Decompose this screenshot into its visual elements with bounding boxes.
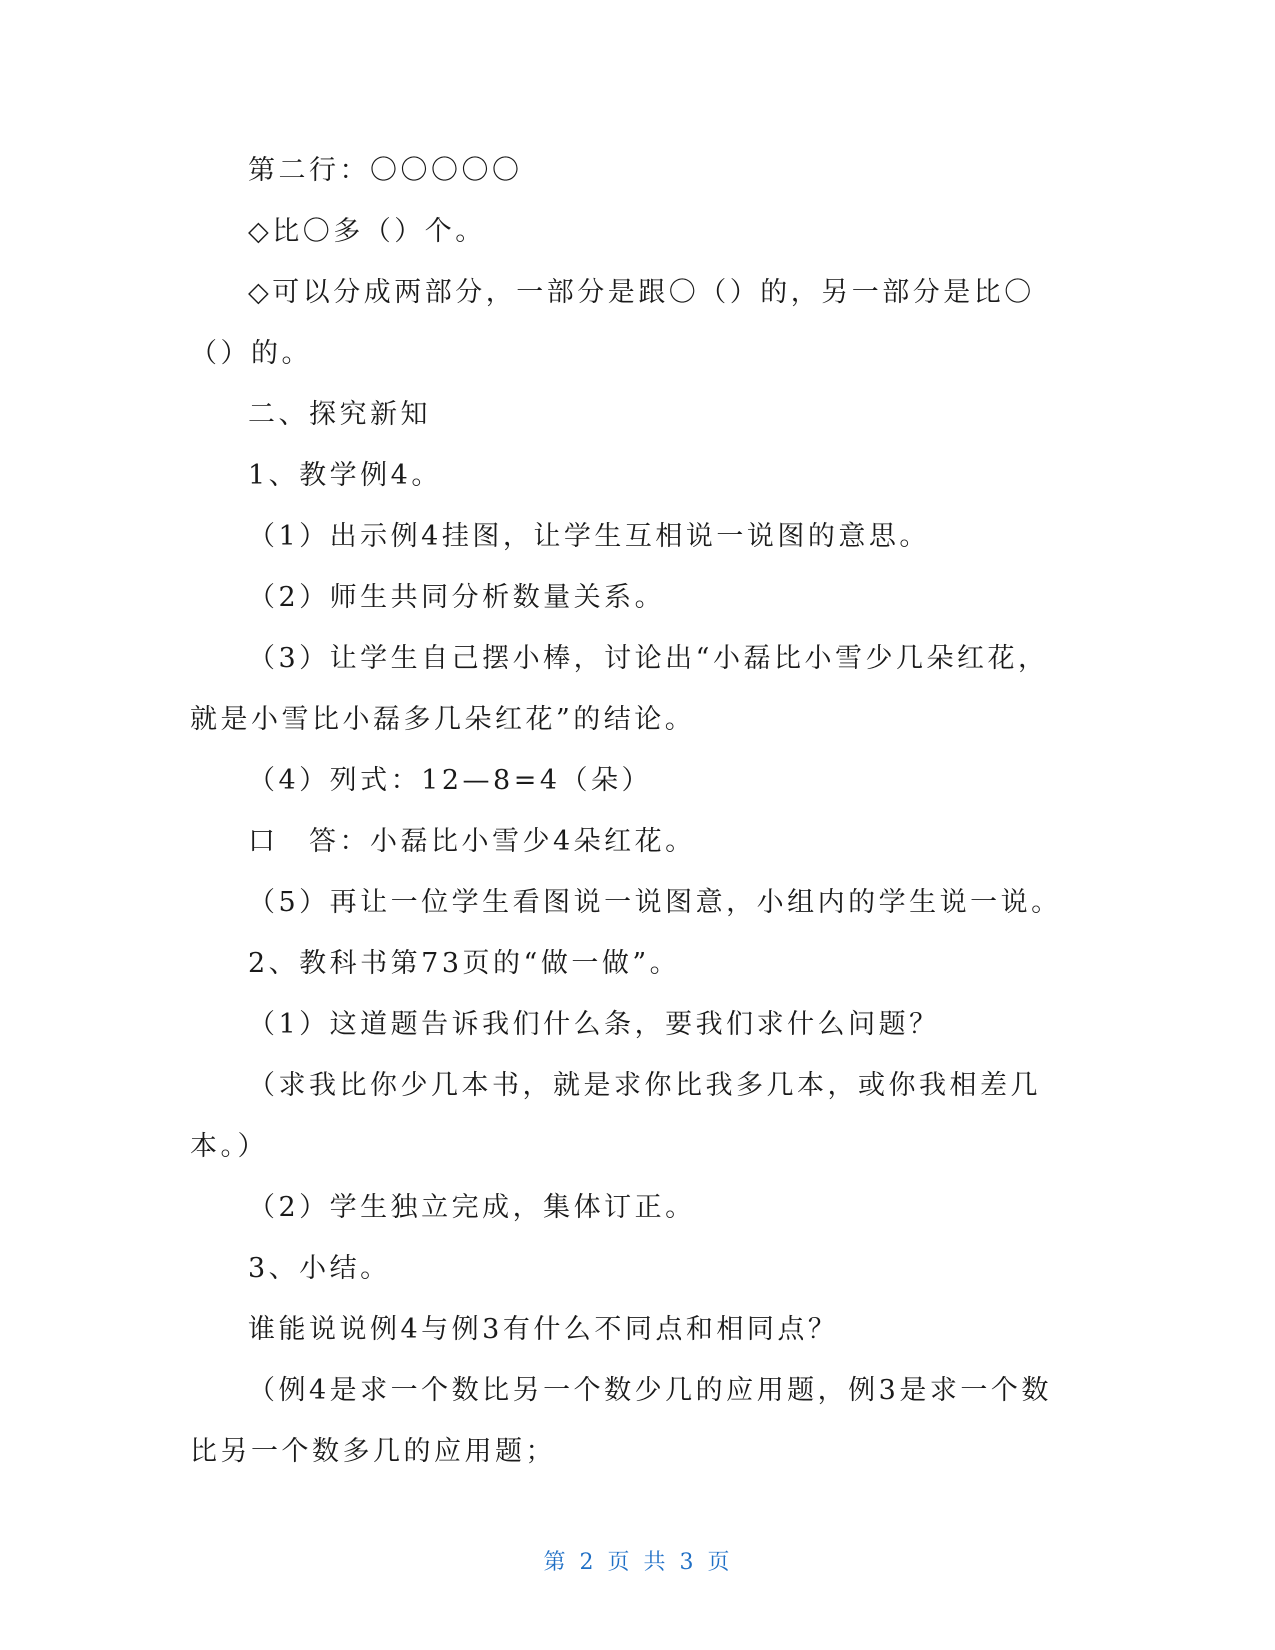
- footer-current-page: 2: [579, 1550, 596, 1575]
- text-line: （2）师生共同分析数量关系。: [248, 582, 666, 613]
- document-body: [190, 140, 1070, 1482]
- text-line: 本。）: [190, 1131, 268, 1162]
- text-line: （1）这道题告诉我们什么条，要我们求什么问题？: [248, 1009, 940, 1040]
- text-line: 口 答：小磊比小雪少4朵红花。: [248, 826, 696, 857]
- text-line: 1、教学例4。: [248, 460, 442, 491]
- text-line: 就是小雪比小磊多几朵红花”的结论。: [190, 704, 696, 735]
- footer-label-total: 共: [643, 1550, 668, 1575]
- text-line: 3、小结。: [248, 1253, 391, 1284]
- footer-label-page: 第: [543, 1550, 568, 1575]
- text-line: （5）再让一位学生看图说一说图意，小组内的学生说一说。: [248, 887, 1062, 918]
- footer-total-pages: 3: [679, 1550, 696, 1575]
- text-line: （例4是求一个数比另一个数少几的应用题，例3是求一个数: [248, 1375, 1052, 1406]
- text-line: （求我比你少几本书，就是求你比我多几本，或你我相差几: [248, 1070, 1041, 1101]
- footer-label-page-unit: 页: [607, 1550, 632, 1575]
- text-line: 比另一个数多几的应用题；: [190, 1436, 556, 1467]
- text-line: ◇可以分成两部分，一部分是跟〇（）的，另一部分是比〇: [248, 277, 1035, 308]
- footer-label-total-unit: 页: [707, 1550, 732, 1575]
- text-line: （1）出示例4挂图，让学生互相说一说图的意思。: [248, 521, 930, 552]
- text-line: （2）学生独立完成，集体订正。: [248, 1192, 696, 1223]
- text-line: ◇比〇多（）个。: [248, 216, 486, 247]
- text-line: 谁能说说例4与例3有什么不同点和相同点？: [248, 1314, 839, 1345]
- text-line: （）的。: [190, 338, 312, 369]
- section-heading: 二、探究新知: [248, 399, 431, 430]
- text-line: 2、教科书第73页的“做一做”。: [248, 948, 681, 979]
- text-line: （4）列式：12—8=4（朵）: [248, 765, 653, 796]
- text-line: 第二行：〇〇〇〇〇: [248, 155, 523, 186]
- text-line: （3）让学生自己摆小棒，讨论出“小磊比小雪少几朵红花，: [248, 643, 1049, 674]
- page-footer: [0, 1545, 1275, 1576]
